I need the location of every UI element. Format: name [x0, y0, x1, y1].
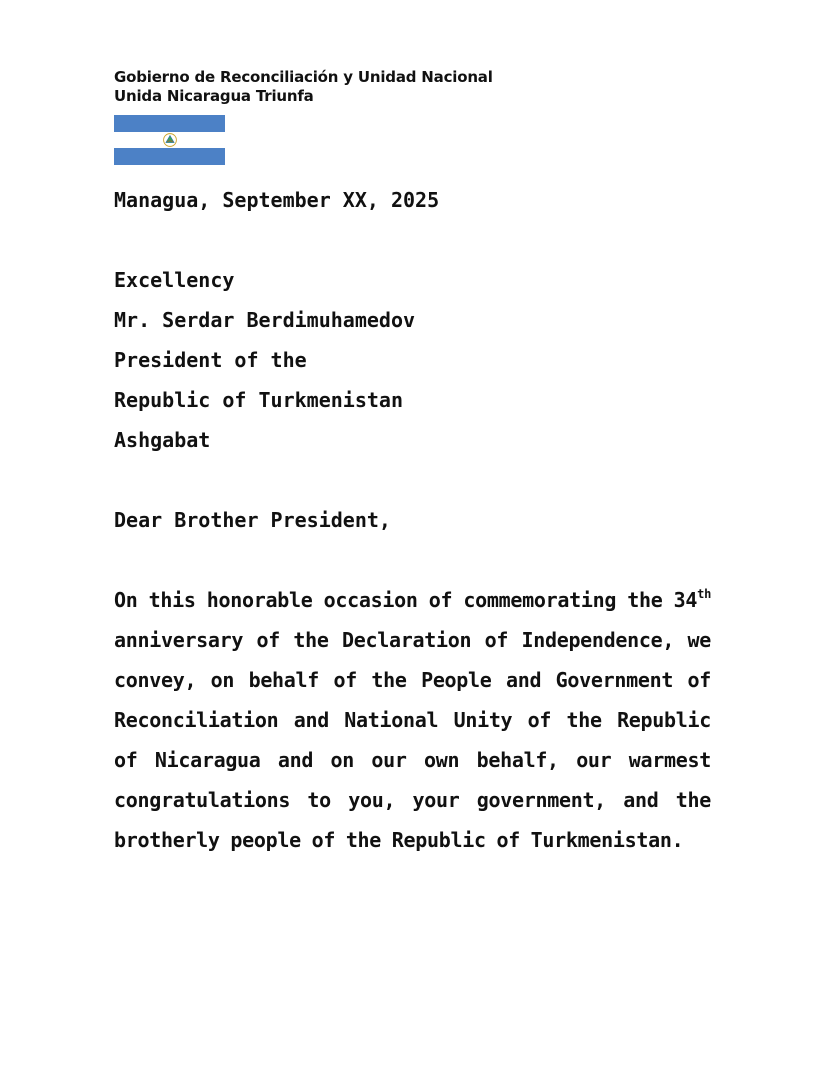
body-text-part2: anniversary of the Declaration of Independence, we convey, on behalf of the People and Government of Reconciliation and National Unity of the Republic of Nicaragua and on our own behalf, our warmest congratulations to you, your government, and the brotherly people of the Republic of Turkmenistan. [114, 628, 711, 852]
letterhead [114, 68, 493, 106]
recipient-country: Republic of Turkmenistan [114, 388, 403, 412]
recipient-honorific: Excellency [114, 268, 235, 292]
government-slogan: Unida Nicaragua Triunfa [114, 87, 314, 105]
ordinal-suffix: th [697, 587, 711, 602]
letter-body [114, 180, 711, 860]
government-name: Gobierno de Reconciliación y Unidad Nacional [114, 68, 493, 86]
flag-top-stripe [114, 115, 225, 132]
salutation: Dear Brother President, [114, 508, 391, 532]
flag-middle-stripe [114, 132, 225, 149]
coat-of-arms-icon [162, 133, 177, 148]
spacer [114, 220, 711, 260]
flag-bottom-stripe [114, 148, 225, 165]
body-text-part1: On this honorable occasion of commemorating the 34 [114, 588, 698, 612]
letter-date: Managua, September XX, 2025 [114, 188, 440, 212]
spacer [114, 460, 711, 500]
recipient-name: Mr. Serdar Berdimuhamedov [114, 308, 416, 332]
recipient-city: Ashgabat [114, 428, 211, 452]
nicaragua-flag-icon [114, 115, 225, 165]
spacer [114, 540, 711, 580]
body-paragraph [114, 580, 711, 860]
recipient-title: President of the [114, 348, 307, 372]
